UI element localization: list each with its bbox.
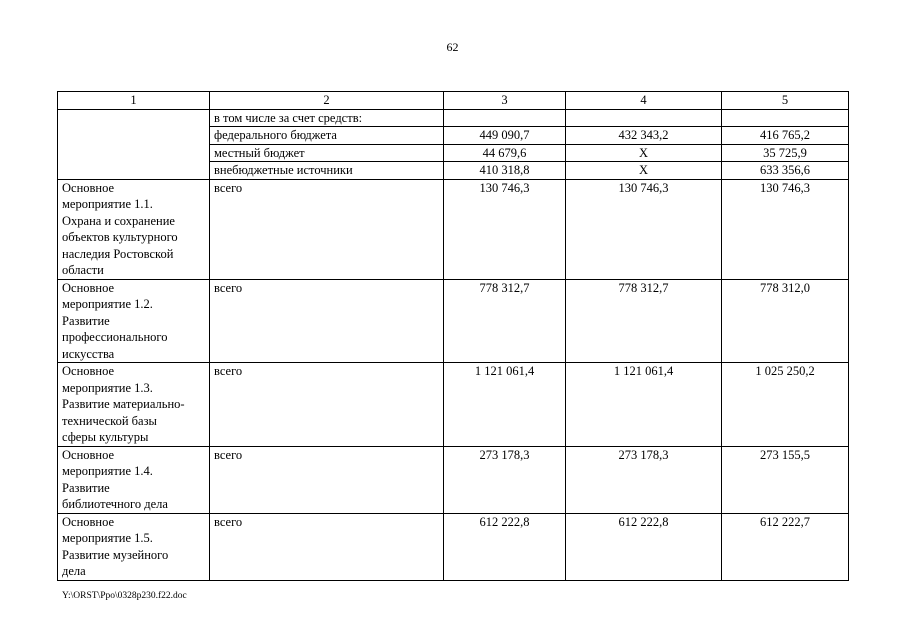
measure-name-line: объектов культурного: [62, 230, 178, 244]
measure-value-c4: 273 178,3: [566, 446, 722, 513]
funding-value-c4: Х: [566, 144, 722, 162]
column-header: 4: [566, 92, 722, 110]
measure-value-c3: 1 121 061,4: [444, 363, 566, 447]
funding-value-c3: 44 679,6: [444, 144, 566, 162]
measure-value-c4: 778 312,7: [566, 279, 722, 363]
measure-name-line: Основное: [62, 364, 115, 378]
measure-row: [58, 179, 849, 279]
measure-name-line: области: [62, 263, 104, 277]
column-header: 2: [210, 92, 444, 110]
header-row: [58, 92, 849, 110]
measure-value-c3: 130 746,3: [444, 179, 566, 279]
page-number: 62: [446, 40, 459, 54]
measure-name: [58, 446, 210, 513]
funding-source: в том числе за счет средств:: [210, 109, 444, 127]
measure-name-line: профессионального: [62, 330, 168, 344]
column-header: 5: [722, 92, 849, 110]
measure-name-line: Основное: [62, 447, 115, 462]
measure-name-line: наследия Ростовской: [62, 246, 174, 261]
measure-name-line: Охрана и сохранение: [62, 213, 175, 228]
measure-name: [58, 513, 210, 580]
file-path-footer: Y:\ORST\Ppo\0328p230.f22.doc: [62, 591, 187, 601]
column-header: 1: [58, 92, 210, 110]
funding-value-c3: [444, 109, 566, 127]
measure-value-c4: 612 222,8: [566, 513, 722, 580]
funding-source: внебюджетные источники: [210, 162, 444, 180]
funding-value-c4: [566, 109, 722, 127]
measure-name-line: мероприятие 1.2.: [62, 297, 153, 311]
measure-name-line: Развитие материально-: [62, 397, 185, 411]
measure-row: [58, 446, 849, 513]
measure-row: [58, 363, 849, 447]
measure-value-c3: 612 222,8: [444, 513, 566, 580]
funding-value-c4: Х: [566, 162, 722, 180]
measure-name-line: дела: [62, 564, 86, 578]
funding-source: местный бюджет: [210, 144, 444, 162]
measure-value-c4: 1 121 061,4: [566, 363, 722, 447]
measure-name: [58, 179, 210, 279]
measure-value-c5: 612 222,7: [722, 513, 849, 580]
measure-name-line: Развитие: [62, 480, 110, 495]
measure-type: всего: [210, 446, 444, 513]
measure-row: [58, 513, 849, 580]
funding-value-c5: 35 725,9: [722, 144, 849, 162]
funding-value-c3: 410 318,8: [444, 162, 566, 180]
funding-row: [58, 109, 849, 127]
measure-name-line: Основное: [62, 180, 115, 195]
measure-name-line: мероприятие 1.5.: [62, 531, 153, 545]
funding-value-c5: 416 765,2: [722, 127, 849, 145]
measure-value-c5: 1 025 250,2: [722, 363, 849, 447]
measure-name: [58, 279, 210, 363]
measure-name-line: мероприятие 1.3.: [62, 380, 153, 395]
measure-type: всего: [210, 279, 444, 363]
measure-value-c5: 778 312,0: [722, 279, 849, 363]
measure-name-line: сферы культуры: [62, 430, 149, 444]
funding-table: [57, 91, 849, 581]
empty-name-cell: [58, 109, 210, 179]
measure-value-c3: 273 178,3: [444, 446, 566, 513]
funding-value-c4: 432 343,2: [566, 127, 722, 145]
measure-type: всего: [210, 513, 444, 580]
measure-row: [58, 279, 849, 363]
measure-name-line: Развитие: [62, 313, 110, 328]
measure-name-line: Развитие музейного: [62, 547, 169, 562]
funding-value-c3: 449 090,7: [444, 127, 566, 145]
measure-name-line: библиотечного дела: [62, 497, 168, 511]
measure-name: [58, 363, 210, 447]
measure-name-line: мероприятие 1.1.: [62, 197, 153, 211]
measure-type: всего: [210, 179, 444, 279]
measure-value-c4: 130 746,3: [566, 179, 722, 279]
measure-name-line: искусства: [62, 346, 115, 361]
measure-name-line: мероприятие 1.4.: [62, 464, 153, 478]
measure-value-c5: 273 155,5: [722, 446, 849, 513]
measure-value-c3: 778 312,7: [444, 279, 566, 363]
funding-value-c5: 633 356,6: [722, 162, 849, 180]
measure-name-line: технической базы: [62, 413, 157, 428]
measure-name-line: Основное: [62, 514, 115, 529]
column-header: 3: [444, 92, 566, 110]
measure-type: всего: [210, 363, 444, 447]
funding-value-c5: [722, 109, 849, 127]
measure-name-line: Основное: [62, 280, 115, 295]
measure-value-c5: 130 746,3: [722, 179, 849, 279]
funding-source: федерального бюджета: [210, 127, 444, 145]
